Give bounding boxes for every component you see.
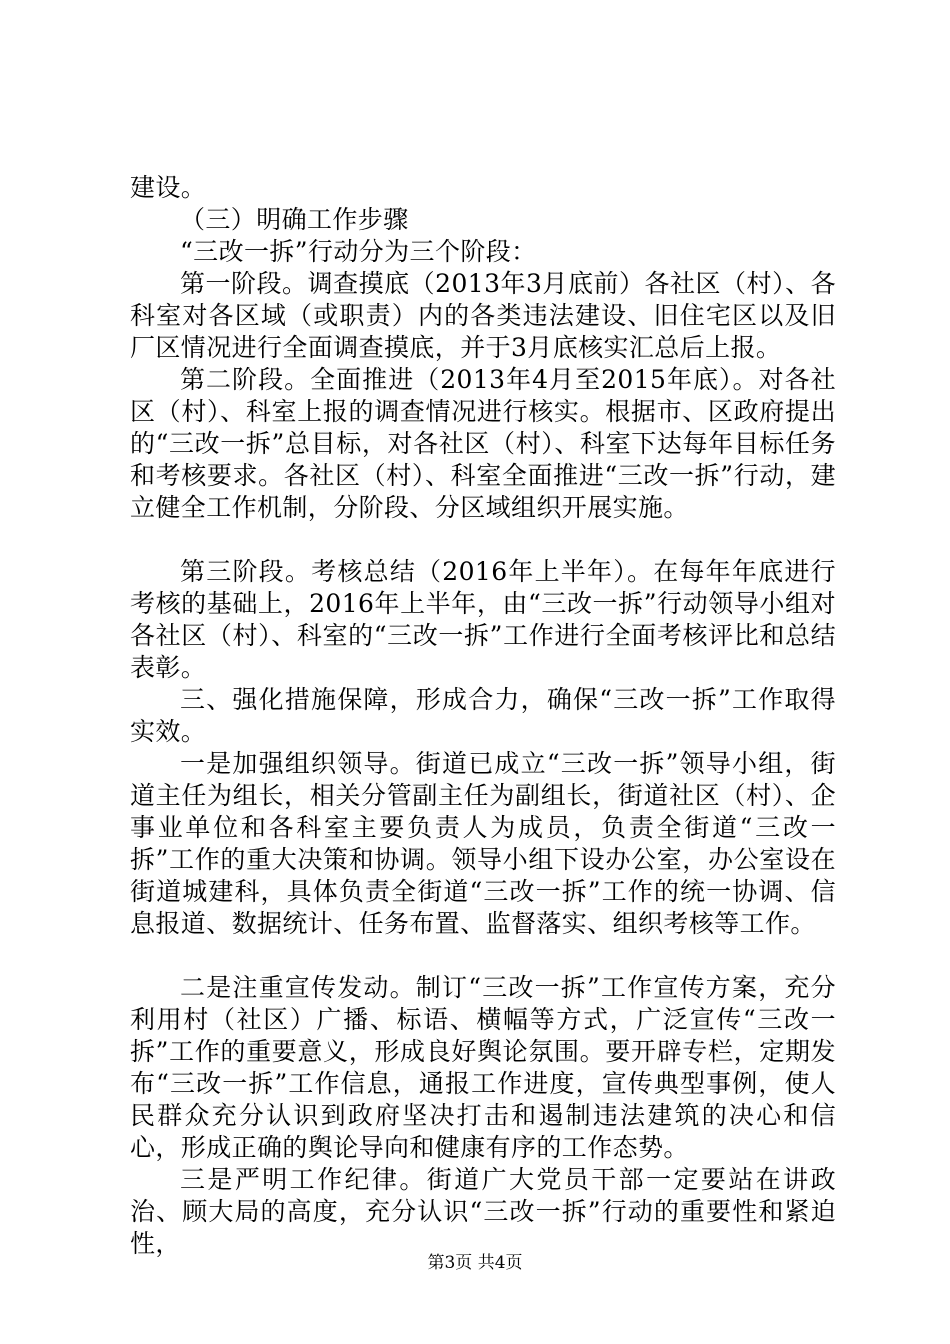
- paragraph-three-stages-intro: “三改一拆”行动分为三个阶段：: [180, 237, 537, 266]
- paragraph-organization-leadership: 一是加强组织领导。街道已成立“三改一拆”领导小组，街道主任为组长，相关分管副主任为副组长，街道社区（村）、企事业单位和各科室主要负责人为成员，负责全街道“三改一拆”工作的重大决策和协调。领导小组下设办公室，办公室设在街道城建科，具体负责全街道“三改一拆”工作的统一协调、信息报道、数据统计、任务布置、监督落实、组织考核等工作。: [130, 749, 836, 938]
- paragraph-continuation: 建设。: [130, 173, 207, 202]
- paragraph-discipline: 三是严明工作纪律。街道广大党员干部一定要站在讲政治、顾大局的高度，充分认识“三改一拆”行动的重要性和紧迫性，: [130, 1165, 836, 1258]
- page-number-footer: 第3页 共4页: [427, 1253, 523, 1273]
- paragraph-stage-three: 第三阶段。考核总结（2016年上半年）。在每年年底进行考核的基础上，2016年上半年，由“三改一拆”行动领导小组对各社区（村）、科室的“三改一拆”工作进行全面考核评比和总结表彰。: [130, 557, 836, 682]
- paragraph-publicity: 二是注重宣传发动。制订“三改一拆”工作宣传方案，充分利用村（社区）广播、标语、横幅等方式，广泛宣传“三改一拆”工作的重要意义，形成良好舆论氛围。要开辟专栏，定期发布“三改一拆”工作信息，通报工作进度，宣传典型事例，使人民群众充分认识到政府坚决打击和遏制违法建筑的决心和信心，形成正确的舆论导向和健康有序的工作态势。: [130, 973, 836, 1162]
- paragraph-stage-one: 第一阶段。调查摸底（2013年3月底前）各社区（村）、各科室对各区域（或职责）内的各类违法建设、旧住宅区以及旧厂区情况进行全面调查摸底，并于3月底核实汇总后上报。: [130, 269, 836, 362]
- section-heading-work-steps: （三）明确工作步骤: [180, 205, 409, 234]
- paragraph-stage-two: 第二阶段。全面推进（2013年4月至2015年底）。对各社区（村）、科室上报的调查情况进行核实。根据市、区政府提出的“三改一拆”总目标，对各社区（村）、科室下达每年目标任务和考核要求。各社区（村）、科室全面推进“三改一拆”行动，建立健全工作机制，分阶段、分区域组织开展实施。: [130, 365, 836, 522]
- section-heading-measures: 三、强化措施保障，形成合力，确保“三改一拆”工作取得实效。: [130, 685, 836, 746]
- document-body: [130, 172, 836, 1260]
